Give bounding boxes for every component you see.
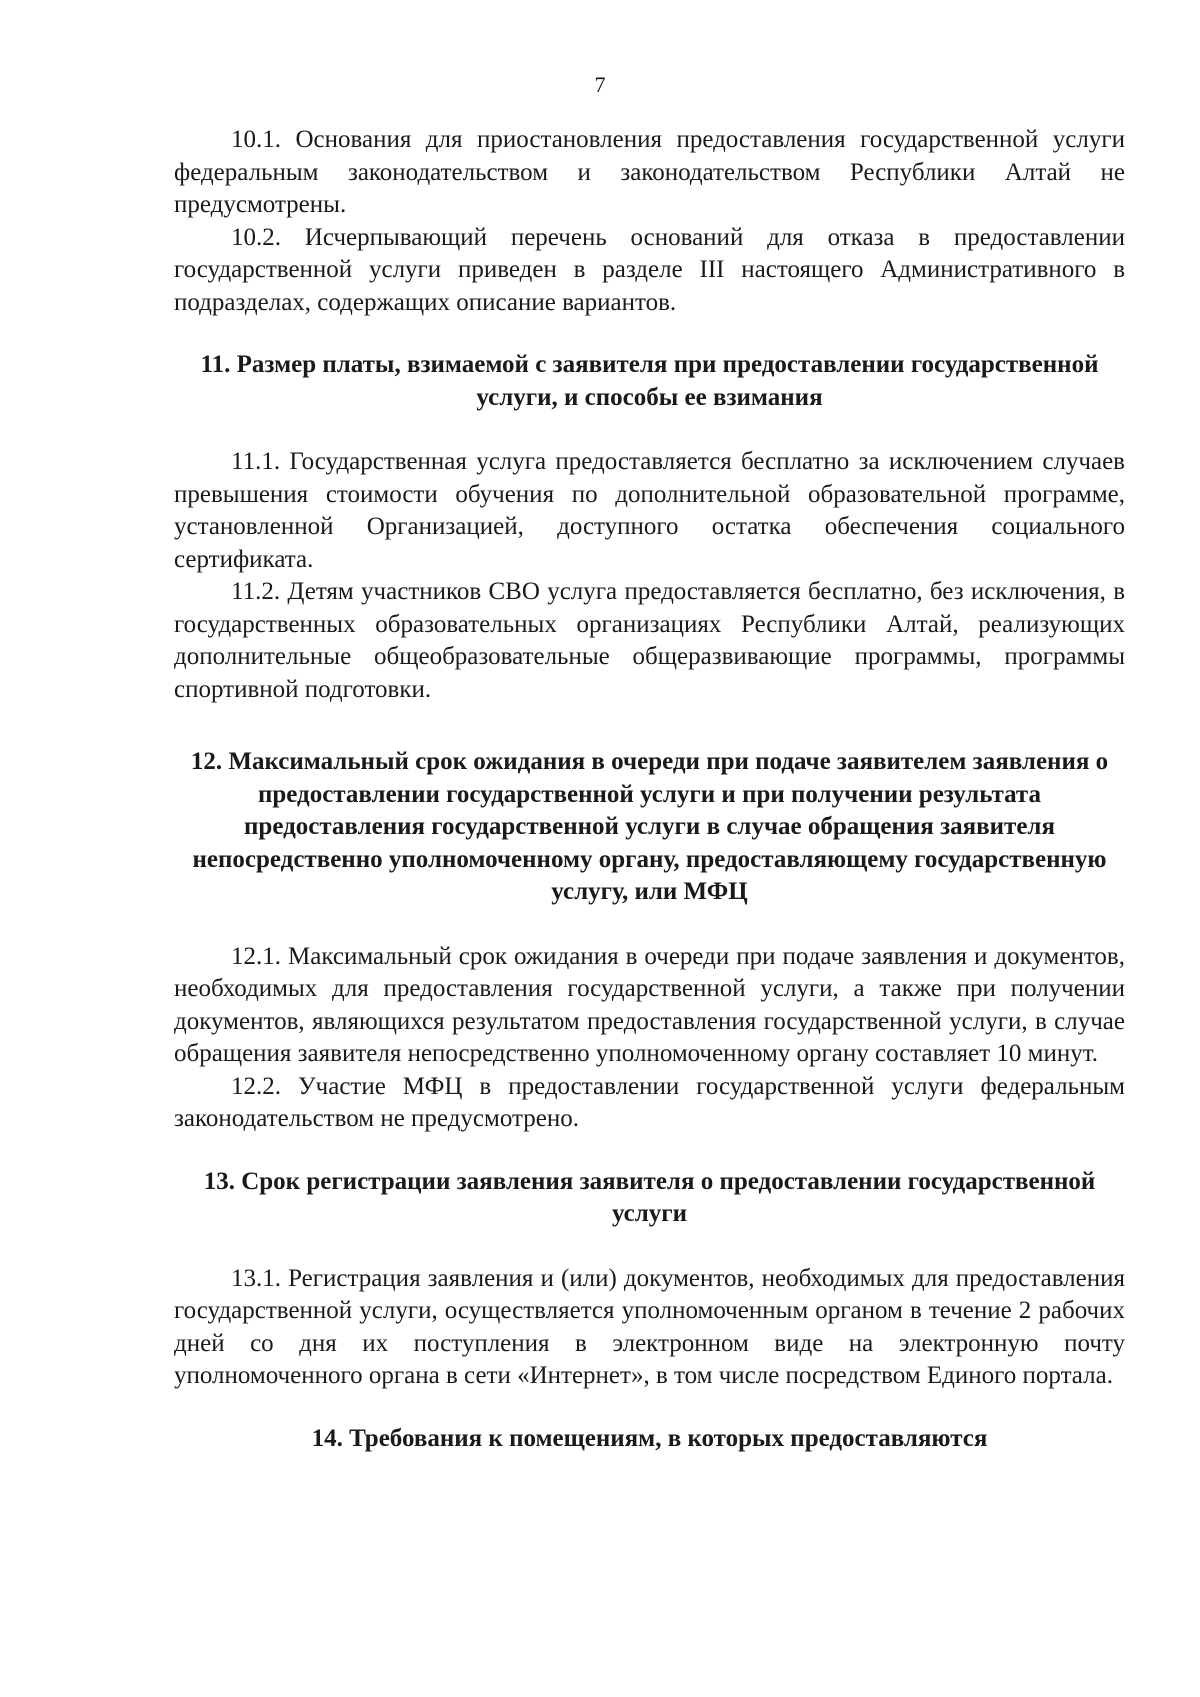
section-heading-12: 12. Максимальный срок ожидания в очереди при подаче заявителем заявления о предоставлении государственной услуги и при получении результата предоставления государственной услуги в случае обращения заявителя непосредственно уполномоченному органу, предоставляющему государственную услугу, или МФЦ	[190, 748, 1109, 905]
paragraph-12-1: 12.1. Максимальный срок ожидания в очереди при подаче заявления и документов, необходимых для предоставления государственной услуги, а также при получении документов, являющихся результатом предоставления государственной услуги, в случае обращения заявителя непосредственно уполномоченному органу составляет 10 минут.	[174, 942, 1125, 1067]
paragraph-13-1: 13.1. Регистрация заявления и (или) документов, необходимых для предоставления государственной услуги, осуществляется уполномоченным органом в течение 2 рабочих дней со дня их поступления в электронном виде на электронную почту уполномоченного органа в сети «Интернет», в том числе посредством Единого портала.	[174, 1264, 1125, 1389]
paragraph-12-2: 12.2. Участие МФЦ в предоставлении государственной услуги федеральным законодательством не предусмотрено.	[174, 1072, 1125, 1132]
paragraph-10-1: 10.1. Основания для приостановления предоставления государственной услуги федеральным законодательством и законодательством Республики Алтай не предусмотрены.	[174, 126, 1125, 218]
document-body	[174, 124, 1125, 1455]
paragraph-11-2: 11.2. Детям участников СВО услуга предоставляется бесплатно, без исключения, в государственных образовательных организациях Республики Алтай, реализующих дополнительные общеобразовательные общеразвивающие программы, программы спортивной подготовки.	[174, 578, 1125, 703]
paragraph-11-1: 11.1. Государственная услуга предоставляется бесплатно за исключением случаев превышения стоимости обучения по дополнительной образовательной программе, установленной Организацией, доступного остатка обеспечения социального сертификата.	[174, 448, 1125, 573]
section-heading-14: 14. Требования к помещениям, в которых предоставляются	[311, 1424, 988, 1452]
section-heading-13: 13. Срок регистрации заявления заявителя о предоставлении государственной услуги	[203, 1167, 1096, 1227]
page-number: 7	[594, 72, 606, 97]
section-heading-11: 11. Размер платы, взимаемой с заявителя при предоставлении государственной услуги, и способы ее взимания	[200, 351, 1099, 411]
paragraph-10-2: 10.2. Исчерпывающий перечень оснований для отказа в предоставлении государственной услуги приведен в разделе III настоящего Административного в подразделах, содержащих описание вариантов.	[174, 223, 1125, 316]
